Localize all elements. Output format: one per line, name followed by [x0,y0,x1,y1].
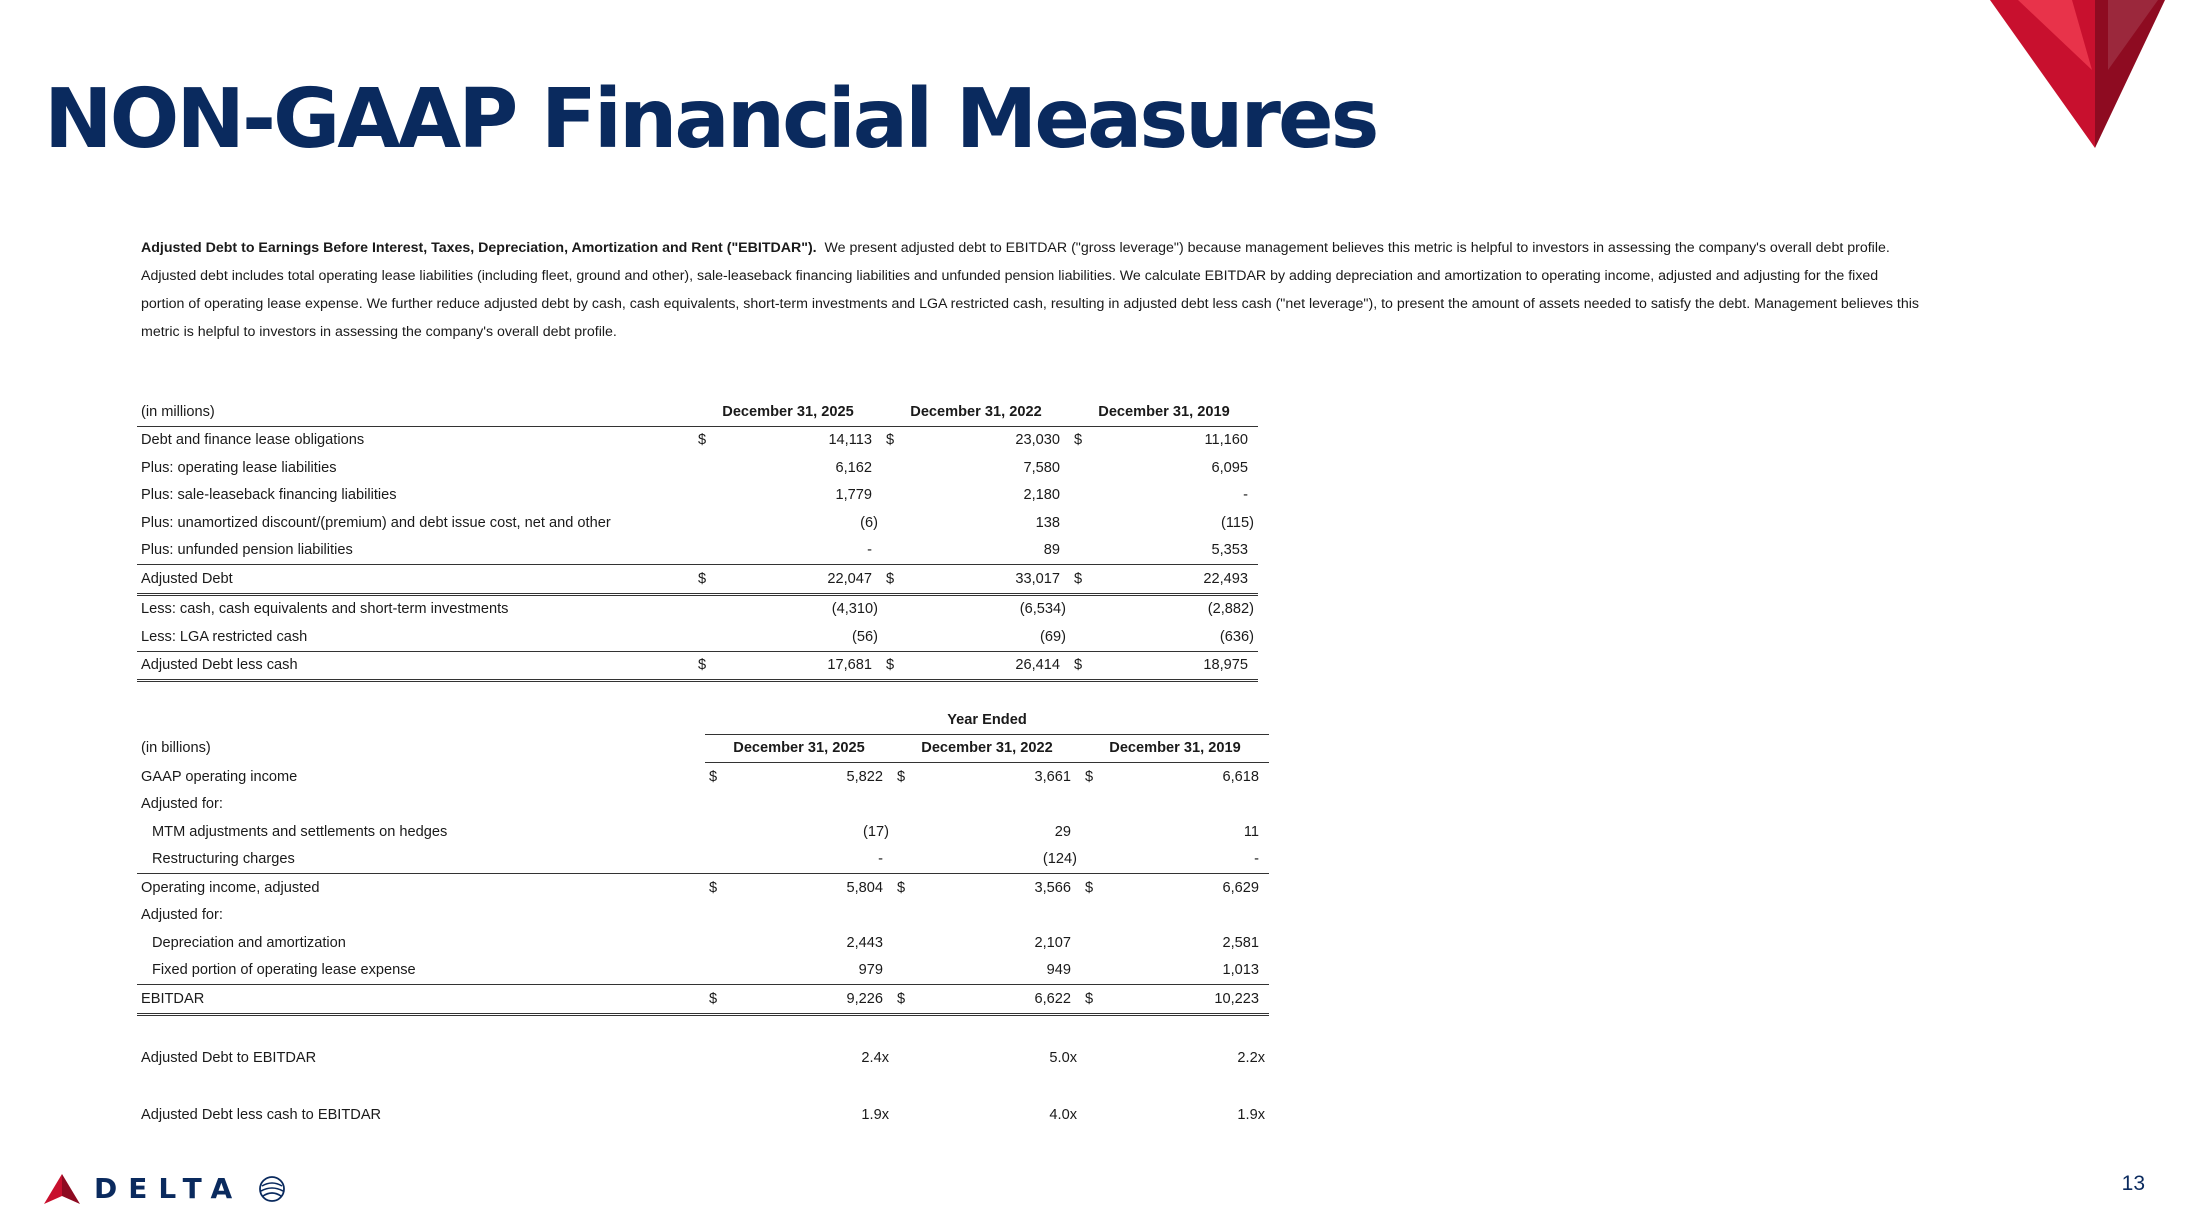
column-header: December 31, 2025 [705,734,893,763]
row-label: MTM adjustments and settlements on hedges [152,823,448,840]
brand-wordmark: DELTA [94,1172,244,1205]
cell-value: (115) [1221,514,1254,531]
cell-value: (6,534) [1019,601,1066,618]
currency-sign: $ [893,985,927,1015]
table-row [137,902,1269,930]
delta-triangle-icon [44,1174,80,1204]
currency-sign: $ [1085,768,1094,785]
cell-value: 2.2x [1237,1050,1265,1067]
cell-value: 11 [1243,823,1259,840]
cell-value: 26,414 [916,651,1070,681]
cell-value: 2.4x [861,1050,889,1067]
subtotal-row [137,874,1269,902]
currency-sign: $ [709,879,718,896]
cell-value: 1,013 [1115,957,1269,985]
currency-sign: $ [694,565,728,595]
cell-value: 6,622 [927,985,1081,1015]
cell-value: 33,017 [916,565,1070,595]
table-row [137,509,1258,537]
row-label: Adjusted for: [141,796,223,813]
subtotal-row [137,565,1258,595]
table-row [137,623,1258,651]
cell-value: 3,566 [1034,879,1071,896]
row-label: Adjusted for: [141,907,223,924]
cell-value: (636) [1104,623,1258,651]
unit-label: (in millions) [137,398,694,426]
cell-value: - [739,846,893,874]
row-label: Debt and finance lease obligations [141,432,365,449]
cell-value: 7,580 [1023,459,1060,476]
currency-sign: $ [882,565,916,595]
cell-value: (6) [860,514,878,531]
column-header: December 31, 2022 [882,398,1070,426]
cell-value: - [728,537,882,565]
row-label: Adjusted Debt to EBITDAR [141,1050,317,1067]
cell-value: 5.0x [1049,1050,1077,1067]
cell-value: 138 [1035,514,1060,531]
row-label: Depreciation and amortization [152,934,346,951]
currency-sign: $ [897,879,906,896]
table-row [137,482,1258,510]
ratio-row [137,1045,1269,1073]
row-label: Plus: operating lease liabilities [141,459,337,476]
table-header-row [137,734,1269,763]
currency-sign: $ [698,432,707,449]
cell-value: (69) [916,623,1070,651]
cell-value: 2,180 [1023,487,1060,504]
page-number: 13 [2121,1172,2145,1195]
cell-value: 10,223 [1115,985,1269,1015]
cell-value: 22,047 [728,565,882,595]
currency-sign: $ [1070,651,1104,681]
cell-value: 5,804 [846,879,883,896]
column-header: December 31, 2025 [694,398,882,426]
column-header: December 31, 2022 [893,734,1081,763]
cell-value: 2,581 [1222,934,1259,951]
cell-value: 2,107 [1034,934,1071,951]
cell-value: 18,975 [1104,651,1258,681]
ratio-row [137,1101,1269,1129]
page-title: NON-GAAP Financial Measures [44,72,1377,167]
table-row [137,426,1258,454]
cell-value: 6,095 [1211,459,1248,476]
currency-sign: $ [1074,432,1083,449]
cell-value: 1.9x [861,1106,889,1123]
cell-value: 22,493 [1104,565,1258,595]
cell-value: (2,882) [1207,601,1254,618]
row-label: EBITDAR [137,985,705,1015]
cell-value: 23,030 [1015,432,1060,449]
cell-value: 6,162 [835,459,872,476]
table-row [137,454,1258,482]
unit-label: (in billions) [141,740,211,757]
cell-value: 949 [927,957,1081,985]
intro-body: We present adjusted debt to EBITDAR ("gross leverage") because management believes this metric is helpful to investors in assessing the company's overall debt profile. Adjusted debt includes total operating lease liabilities (including fleet, ground and other), sale-leaseback financing liabilities and unfunded pension liabilities. We calculate EBITDAR by adding depreciation and amortization to operating income, adjusted and adjusting for the fixed portion of operating lease expense. We further reduce adjusted debt by cash, cash equivalents, short-term investments and LGA restricted cash, resulting in adjusted debt less cash ("net leverage"), to present the amount of assets needed to satisfy the debt. Management believes this metric is helpful to investors in assessing the company's overall debt profile. [141,240,1919,340]
cell-value: 17,681 [728,651,882,681]
row-label: GAAP operating income [141,768,298,785]
currency-sign: $ [709,768,718,785]
table-header-row [137,398,1258,426]
row-label: Less: LGA restricted cash [137,623,694,651]
currency-sign: $ [886,432,895,449]
cell-value: 5,353 [1104,537,1258,565]
cell-value: - [1115,846,1269,874]
table-row [137,763,1269,791]
row-label: Less: cash, cash equivalents and short-term investments [141,601,509,618]
row-label: Plus: unfunded pension liabilities [137,537,694,565]
cell-value: 11,160 [1204,432,1248,449]
cell-value: 89 [916,537,1070,565]
cell-value: (56) [728,623,882,651]
column-header: December 31, 2019 [1070,398,1258,426]
table-row [137,594,1258,623]
row-label: Fixed portion of operating lease expense [137,957,705,985]
cell-value: 5,822 [846,768,883,785]
period-label: Year Ended [705,706,1269,734]
table-row [137,957,1269,985]
cell-value: - [1243,487,1248,504]
cell-value: (4,310) [831,601,878,618]
cell-value: 29 [1054,823,1071,840]
currency-sign: $ [897,768,906,785]
table-row [137,846,1269,874]
cell-value: 1,779 [835,487,872,504]
currency-sign: $ [1081,985,1115,1015]
cell-value: 3,661 [1034,768,1071,785]
row-label: Operating income, adjusted [141,879,320,896]
cell-value: 1.9x [1237,1106,1265,1123]
intro-heading: Adjusted Debt to Earnings Before Interest, Taxes, Depreciation, Amortization and Rent ("EBITDAR"). [141,240,817,256]
currency-sign: $ [882,651,916,681]
table-row [137,929,1269,957]
cell-value: 4.0x [1049,1106,1077,1123]
column-header: December 31, 2019 [1081,734,1269,763]
currency-sign: $ [705,985,739,1015]
cell-value: (124) [927,846,1081,874]
table-row [137,537,1258,565]
row-label: Adjusted Debt less cash to EBITDAR [141,1106,382,1123]
table-row [137,818,1269,846]
intro-paragraph [141,234,1921,346]
period-header-row [137,706,1269,734]
skyteam-globe-icon [257,1174,287,1204]
footer-delta-logo [44,1172,287,1205]
total-row [137,651,1258,681]
delta-widget-logo [1990,0,2165,150]
total-row [137,985,1269,1015]
adjusted-debt-table [137,398,1258,682]
cell-value: 2,443 [846,934,883,951]
row-label: Plus: sale-leaseback financing liabilities [141,487,397,504]
currency-sign: $ [1070,565,1104,595]
currency-sign: $ [694,651,728,681]
row-label: Adjusted Debt [137,565,694,595]
cell-value: 14,113 [828,432,872,449]
cell-value: 9,226 [739,985,893,1015]
cell-value: 6,629 [1222,879,1259,896]
row-label: Restructuring charges [137,846,705,874]
table-row [137,791,1269,819]
cell-value: 6,618 [1222,768,1259,785]
currency-sign: $ [1085,879,1094,896]
cell-value: 979 [739,957,893,985]
row-label: Plus: unamortized discount/(premium) and debt issue cost, net and other [141,514,611,531]
cell-value: (17) [863,823,889,840]
row-label: Adjusted Debt less cash [137,651,694,681]
ebitdar-table [137,706,1269,1129]
